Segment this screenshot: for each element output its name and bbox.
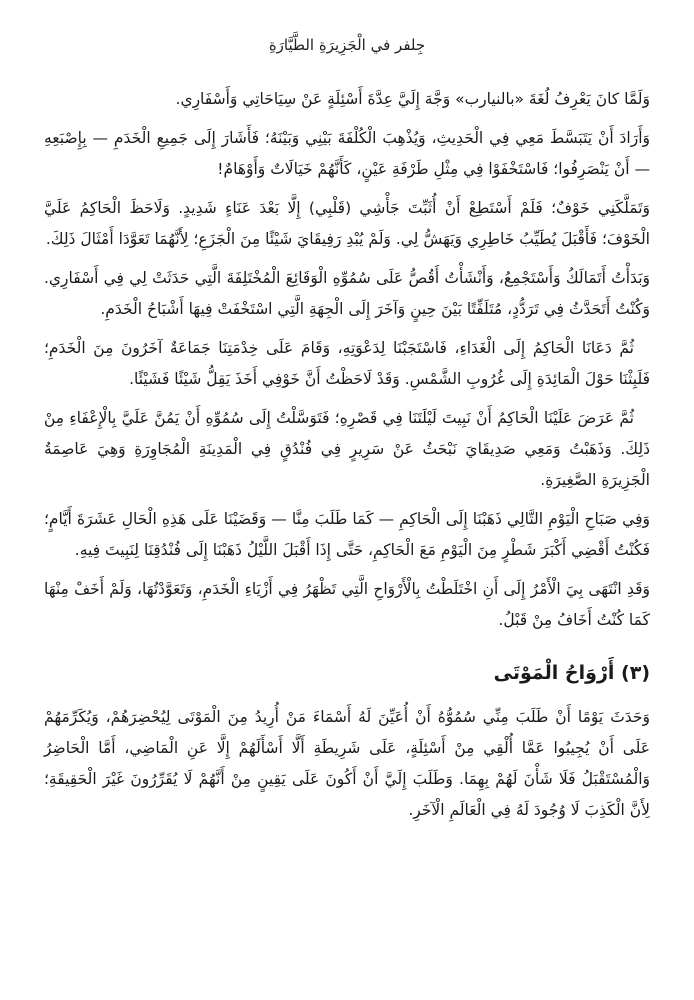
body-paragraph-8: وَقَدِ انْتَهَى بِيَ الْأَمْرُ إِلَى أَنِ اخْتَلَطْتُ بِالْأَرْوَاحِ الَّتِي تَظْهَرُ فِي أَزْيَاءِ الْخَدَمِ، وَتَعَوَّدْتُهَا، وَلَمْ أَخَفْ مِنْهَا كَمَا كُنْتُ أَخَافُ مِنْ قَبْلُ.	[44, 580, 650, 629]
body-paragraph-3: وَتَمَلَّكَنِي خَوْفٌ؛ فَلَمْ أَسْتَطِعْ أَنْ أُثَبِّتَ جَأْشِي (قَلْبِي) إِلَّا بَعْدَ عَنَاءٍ شَدِيدٍ. وَلَاحَظَ الْحَاكِمُ عَلَيَّ الْخَوْفَ؛ فَأَقْبَلَ يُطَيِّبُ خَاطِرِي وَيَهَشُّ لِي. وَلَمْ يُبْدِ رَفِيقَايَ شَيْئًا مِنَ الْجَزَعِ؛ لِأَنَّهُمَا تَعَوَّدَا أَمْثَالَ ذَلِكَ.	[44, 199, 650, 248]
body-paragraph-2: وَأَرَادَ أَنْ يَتَبَسَّطَ مَعِي فِي الْحَدِيثِ، وَيُذْهِبَ الْكُلْفَةَ بَيْنِي وَبَيْنَهُ؛ فَأَشَارَ إِلَى جَمِيعِ الْخَدَمِ — بِإِصْبَعِهِ — أَنْ يَنْصَرِفُوا؛ فَاسْتَخْفَوْا فِي مِثْلِ طَرْفَةِ عَيْنٍ، كَأَنَّهُمْ خَيَالَاتٌ وَأَوْهَامٌ!	[44, 129, 650, 178]
page-body	[44, 84, 650, 834]
body-paragraph-7: وَفِي صَبَاحِ الْيَوْمِ التَّالِي ذَهَبْنَا إِلَى الْحَاكِمِ — كَمَا طَلَبَ مِنَّا — وَقَضَيْنَا عَلَى هَذِهِ الْحَالِ عَشَرَةَ أَيَّامٍ؛ فَكُنْتُ أَقْضِي أَكْبَرَ شَطْرٍ مِنَ الْيَوْمِ مَعَ الْحَاكِمِ، حَتَّى إِذَا أَقْبَلَ اللَّيْلُ ذَهَبْنَا إِلَى فُنْدُقِنَا لِنَبِيتَ فِيهِ.	[44, 510, 650, 559]
section-heading: (٣) أَرْوَاحُ الْمَوْتَى	[493, 662, 650, 684]
body-paragraph-9: وَحَدَثَ يَوْمًا أَنْ طَلَبَ مِنِّي سُمُوُّهُ أَنْ أُعَيِّنَ لَهُ أَسْمَاءَ مَنْ أُرِيدُ مِنَ الْمَوْتَى لِيُحْضِرَهُمْ، وَيُكَرِّمَهُمْ عَلَى أَنْ يُجِيبُوا عَمَّا أُلْقِي مِنْ أَسْئِلَةٍ، عَلَى شَرِيطَةِ أَلَّا أَسْأَلَهُمْ إِلَّا عَنِ الْمَاضِي، أَمَّا الْحَاضِرُ وَالْمُسْتَقْبَلُ فَلَا شَأْنَ لَهُمْ بِهِمَا. وَطَلَبَ إِلَيَّ أَنْ أَكُونَ عَلَى يَقِينٍ مِنْ أَنَّهُمْ لَا يُقَرِّرُونَ غَيْرَ الْحَقِيقَةِ؛ لِأَنَّ الْكَذِبَ لَا وُجُودَ لَهُ فِي الْعَالَمِ الْآخَرِ.	[44, 708, 650, 819]
body-paragraph-1: وَلَمَّا كانَ يَعْرِفُ لُغَةَ «بالنيارب» وَجَّهَ إِلَيَّ عِدَّةَ أَسْئِلَةٍ عَنْ سِيَاحَاتِي وَأَسْفَارِي.	[175, 90, 650, 108]
body-paragraph-4: وَبَدَأْتُ أَتَمَالَكُ وَأَسْتَجْمِعُ، وَأَنْشَأْتُ أَقُصُّ عَلَى سُمُوِّهِ الْوَقَائِعَ الْمُخْتَلِفَةَ الَّتِي حَدَثَتْ لِي فِي أَسْفَارِي. وَكُنْتُ أَتَحَدَّثُ فِي تَرَدُّدٍ، مُتَلَفِّتًا بَيْنَ حِينٍ وَآخَرَ إِلَى الْجِهَةِ الَّتِي اسْتَخْفَتْ فِيهَا أَشْبَاحُ الْخَدَمِ.	[44, 269, 650, 318]
body-paragraph-5: ثُمَّ دَعَانَا الْحَاكِمُ إِلَى الْغَدَاءِ، فَاسْتَجَبْنَا لِدَعْوَتِهِ، وَقَامَ عَلَى خِدْمَتِنَا جَمَاعَةٌ آخَرُونَ مِنَ الْخَدَمِ؛ فَلَبِثْنَا حَوْلَ الْمَائِدَةِ إِلَى غُرُوبِ الشَّمْسِ. وَقَدْ لَاحَظْتُ أَنَّ خَوْفِي أَخَذَ يَقِلُّ شَيْئًا فَشَيْئًا.	[44, 339, 650, 388]
body-paragraph-6: ثُمَّ عَرَضَ عَلَيْنَا الْحَاكِمُ أَنْ نَبِيتَ لَيْلَتَنَا فِي قَصْرِهِ؛ فَتَوَسَّلْتُ إِلَى سُمُوِّهِ أَنْ يَمُنَّ عَلَيَّ بِالْإِعْفَاءِ مِنْ ذَلِكَ. وَذَهَبْتُ وَمَعِي صَدِيقَايَ نَبْحَثُ عَنْ سَرِيرٍ فِي فُنْدُقٍ فِي الْمَدِينَةِ الْمُجَاوِرَةِ وَهِيَ عَاصِمَةُ الْجَزِيرَةِ الصَّغِيرَةِ.	[44, 409, 650, 489]
running-header-title: جِلفر في الْجَزِيرَةِ الطَّيَّارَةِ	[268, 36, 426, 54]
